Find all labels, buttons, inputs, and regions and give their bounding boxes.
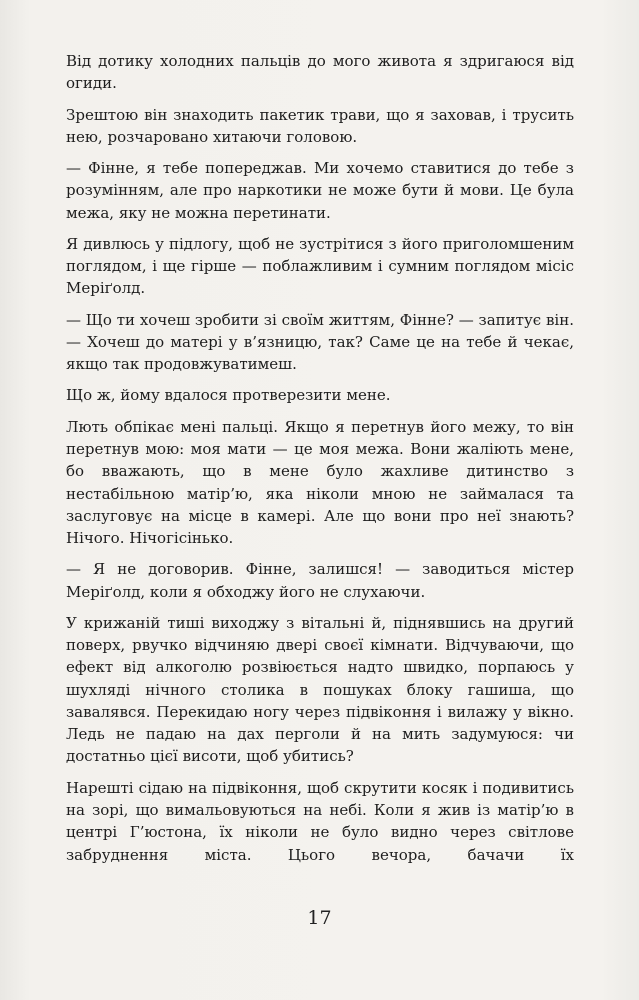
paragraph-3: — Фінне, я тебе попереджав. Ми хочемо ставитися до тебе з розумінням, але про наркотики не може бути й мови. Це була межа, яку не можна перетинати. xyxy=(66,159,574,222)
page-number: 17 xyxy=(307,907,332,929)
paragraph-5: — Що ти хочеш зробити зі своїм життям, Фінне? — запитує він. — Хочеш до матері у в’язницю, так? Саме це на тебе й чекає, якщо так продовжуватимеш. xyxy=(66,310,574,374)
paragraph-7: Лють обпікає мені пальці. Якщо я перетнув його межу, то він перетнув мою: моя мати — це моя межа. Вони жаліють мене, бо вважають, що в мене було жахливе дитинство з нестабільною матір’ю, яка ніколи мною не займалася та заслуговує на місце в камері. Але що вони про неї знають? Нічого. Нічогісінько. xyxy=(66,417,574,548)
body-text xyxy=(66,50,574,875)
paragraph-8: — Я не договорив. Фінне, залишся! — заводиться містер Меріґолд, коли я обходжу його не слухаючи. xyxy=(66,560,574,601)
paragraph-1: Від дотику холодних пальців до мого живота я здригаюся від огиди. xyxy=(66,52,574,93)
paragraph-10: Нарешті сідаю на підвіконня, щоб скрутити косяк і подивитись на зорі, що вимальовуються на небі. Коли я жив із матір’ю в центрі Г’юстона, їх ніколи не було видно через світлове забруднення міста. Цього вечора, бачачи їх xyxy=(66,778,574,864)
paragraph-2: Зрештою він знаходить пакетик трави, що я заховав, і трусить нею, розчаровано хитаючи головою. xyxy=(66,105,574,146)
paragraph-9: У крижаній тиші виходжу з вітальні й, піднявшись на другий поверх, рвучко відчиняю двері своєї кімнати. Відчуваючи, що ефект від алкоголю розвіюється надто швидко, порпаюсь у шухляді нічного столика в пошуках блоку гашиша, що завалявся. Перекидаю ногу через підвіконня і вилажу у вікно. Ледь не падаю на дах перголи й на мить задумуюся: чи достатньо цієї висоти, щоб убитись? xyxy=(66,613,574,766)
paragraph-4: Я дивлюсь у підлогу, щоб не зустрітися з його приголомшеним поглядом, і ще гірше — поблажливим і сумним поглядом місіс Меріґолд. xyxy=(66,234,574,298)
paragraph-6: Що ж, йому вдалося протверезити мене. xyxy=(66,386,391,405)
